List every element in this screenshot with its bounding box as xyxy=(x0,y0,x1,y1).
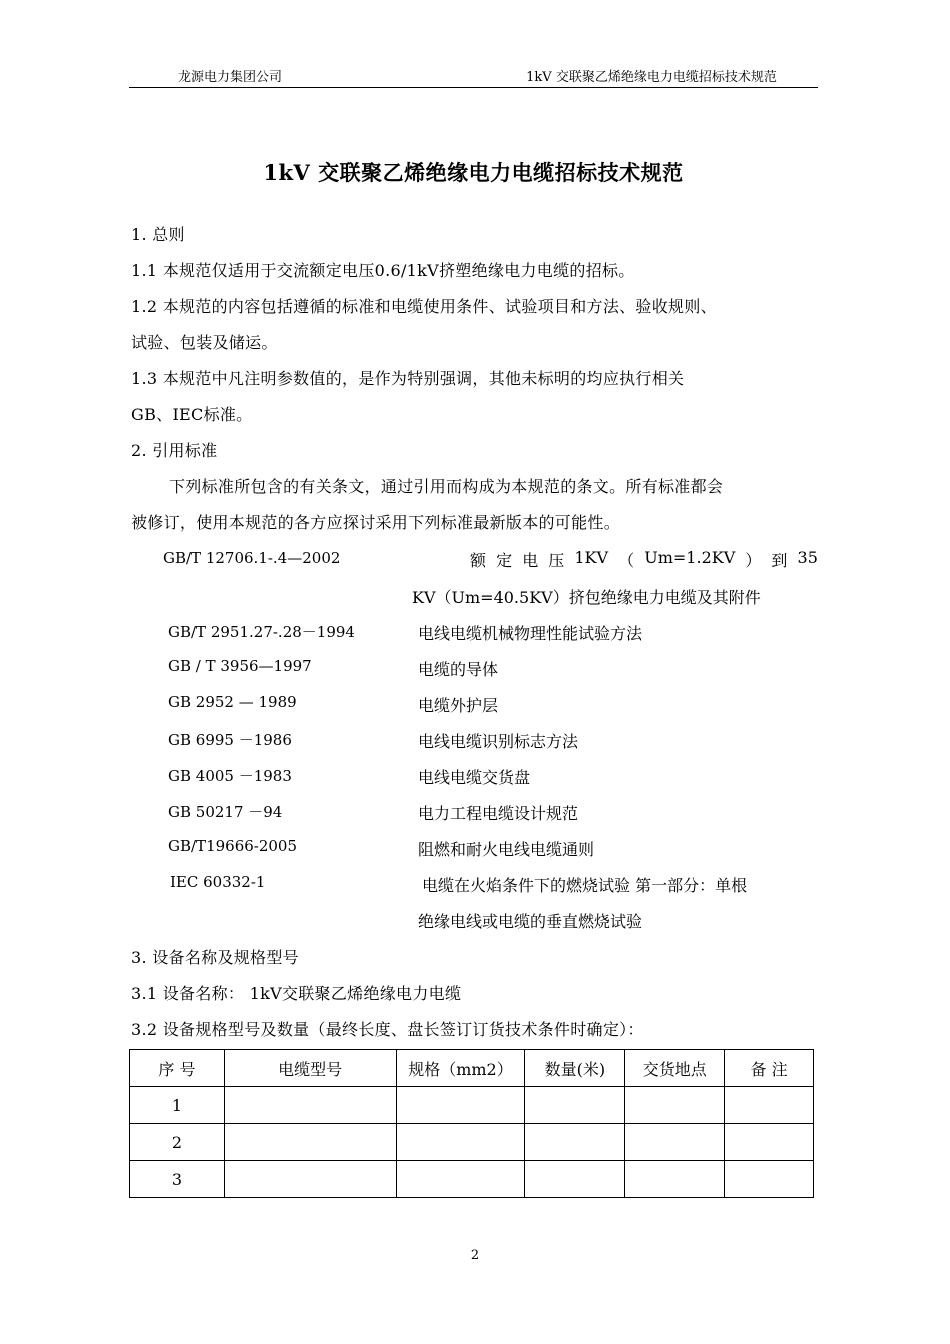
standard-code: GB 50217 －94 xyxy=(168,803,283,821)
document-title: 1kV 交联聚乙烯绝缘电力电缆招标技术规范 xyxy=(263,160,684,185)
spec-table xyxy=(129,1049,814,1198)
page-number: 2 xyxy=(470,1248,480,1263)
desc-token: 压 xyxy=(548,551,565,570)
clause-1-1: 1.1 本规范仅适用于交流额定电压0.6/1kV挤塑绝缘电力电缆的招标。 xyxy=(131,261,635,280)
table-cell xyxy=(525,1161,625,1198)
standard-code: GB / T 3956—1997 xyxy=(168,657,312,675)
table-cell: 1 xyxy=(130,1087,225,1124)
header-cell: 数量(米) xyxy=(525,1050,625,1087)
header-cell: 电缆型号 xyxy=(224,1050,396,1087)
header-doc-title: 1kV 交联聚乙烯绝缘电力电缆招标技术规范 xyxy=(526,70,777,85)
standard-desc: 电线电缆机械物理性能试验方法 xyxy=(418,624,643,643)
standard-code: GB/T 12706.1-.4—2002 xyxy=(163,549,341,567)
table-cell xyxy=(396,1124,525,1161)
desc-token: 到 xyxy=(771,551,788,570)
table-cell xyxy=(224,1124,396,1161)
header-cell: 序 号 xyxy=(130,1050,225,1087)
table-cell xyxy=(396,1087,525,1124)
desc-token: （ xyxy=(618,551,635,570)
section-2-heading: 2. 引用标准 xyxy=(131,441,218,460)
clause-1-2-line2: 试验、包装及储运。 xyxy=(131,333,278,352)
table-header-row xyxy=(130,1050,814,1087)
table-cell xyxy=(224,1161,396,1198)
clause-1-3-line2: GB、IEC标准。 xyxy=(131,405,253,424)
section-2-paragraph-line1: 下列标准所包含的有关条文，通过引用而构成为本规范的条文。所有标准都会 xyxy=(169,477,724,496)
standard-code: GB 6995 －1986 xyxy=(168,731,292,749)
table-cell: 3 xyxy=(130,1161,225,1198)
standard-desc: 电缆外护层 xyxy=(418,696,499,715)
standard-desc: 电缆的导体 xyxy=(418,660,499,679)
table-cell xyxy=(224,1087,396,1124)
standard-code: GB/T19666-2005 xyxy=(168,837,298,855)
standard-desc-continued: 绝缘电线或电缆的垂直燃烧试验 xyxy=(418,912,643,931)
clause-1-2-line1: 1.2 本规范的内容包括遵循的标准和电缆使用条件、试验项目和方法、验收规则、 xyxy=(131,297,717,316)
desc-token: Um=1.2KV xyxy=(644,548,736,567)
header-rule xyxy=(129,87,818,88)
table-cell xyxy=(725,1124,814,1161)
header-cell: 规格（mm2） xyxy=(396,1050,525,1087)
table-cell xyxy=(625,1087,725,1124)
standard-code: IEC 60332-1 xyxy=(170,873,266,891)
table-cell xyxy=(625,1161,725,1198)
table-cell xyxy=(725,1087,814,1124)
header-company: 龙源电力集团公司 xyxy=(178,70,283,85)
standard-desc: 电缆在火焰条件下的燃烧试验 第一部分：单根 xyxy=(422,876,748,895)
clause-1-3-line1: 1.3 本规范中凡注明参数值的，是作为特别强调，其他未标明的均应执行相关 xyxy=(131,369,685,388)
desc-token: 1KV xyxy=(574,548,609,567)
standard-code: GB 2952 — 1989 xyxy=(168,693,297,711)
table-cell: 2 xyxy=(130,1124,225,1161)
table-cell xyxy=(525,1124,625,1161)
desc-token: 定 xyxy=(496,551,513,570)
desc-token: 额 xyxy=(470,551,487,570)
standard-code: GB 4005 －1983 xyxy=(168,767,292,785)
standard-desc-justified xyxy=(470,548,818,571)
standard-desc: 电线电缆识别标志方法 xyxy=(418,732,579,751)
desc-token: ） xyxy=(745,551,762,570)
table-cell xyxy=(725,1161,814,1198)
standard-desc-continued: KV（Um=40.5KV）挤包绝缘电力电缆及其附件 xyxy=(412,588,761,607)
table-cell xyxy=(625,1124,725,1161)
table-row xyxy=(130,1124,814,1161)
standard-desc: 电线电缆交货盘 xyxy=(418,768,531,787)
standard-code: GB/T 2951.27-.28－1994 xyxy=(168,623,355,641)
clause-3-1: 3.1 设备名称： 1kV交联聚乙烯绝缘电力电缆 xyxy=(131,984,462,1003)
table-cell xyxy=(396,1161,525,1198)
header-cell: 交货地点 xyxy=(625,1050,725,1087)
table-cell xyxy=(525,1087,625,1124)
standard-desc: 电力工程电缆设计规范 xyxy=(418,804,579,823)
section-1-heading: 1. 总则 xyxy=(131,225,185,244)
desc-token: 电 xyxy=(522,551,539,570)
table-row xyxy=(130,1161,814,1198)
header-cell: 备 注 xyxy=(725,1050,814,1087)
section-3-heading: 3. 设备名称及规格型号 xyxy=(131,948,299,967)
table-row xyxy=(130,1087,814,1124)
clause-3-2: 3.2 设备规格型号及数量（最终长度、盘长签订订货技术条件时确定）： xyxy=(131,1020,644,1039)
section-2-paragraph-line2: 被修订，使用本规范的各方应探讨采用下列标准最新版本的可能性。 xyxy=(131,513,621,532)
standard-desc: 阻燃和耐火电线电缆通则 xyxy=(418,840,595,859)
desc-token: 35 xyxy=(797,548,818,567)
